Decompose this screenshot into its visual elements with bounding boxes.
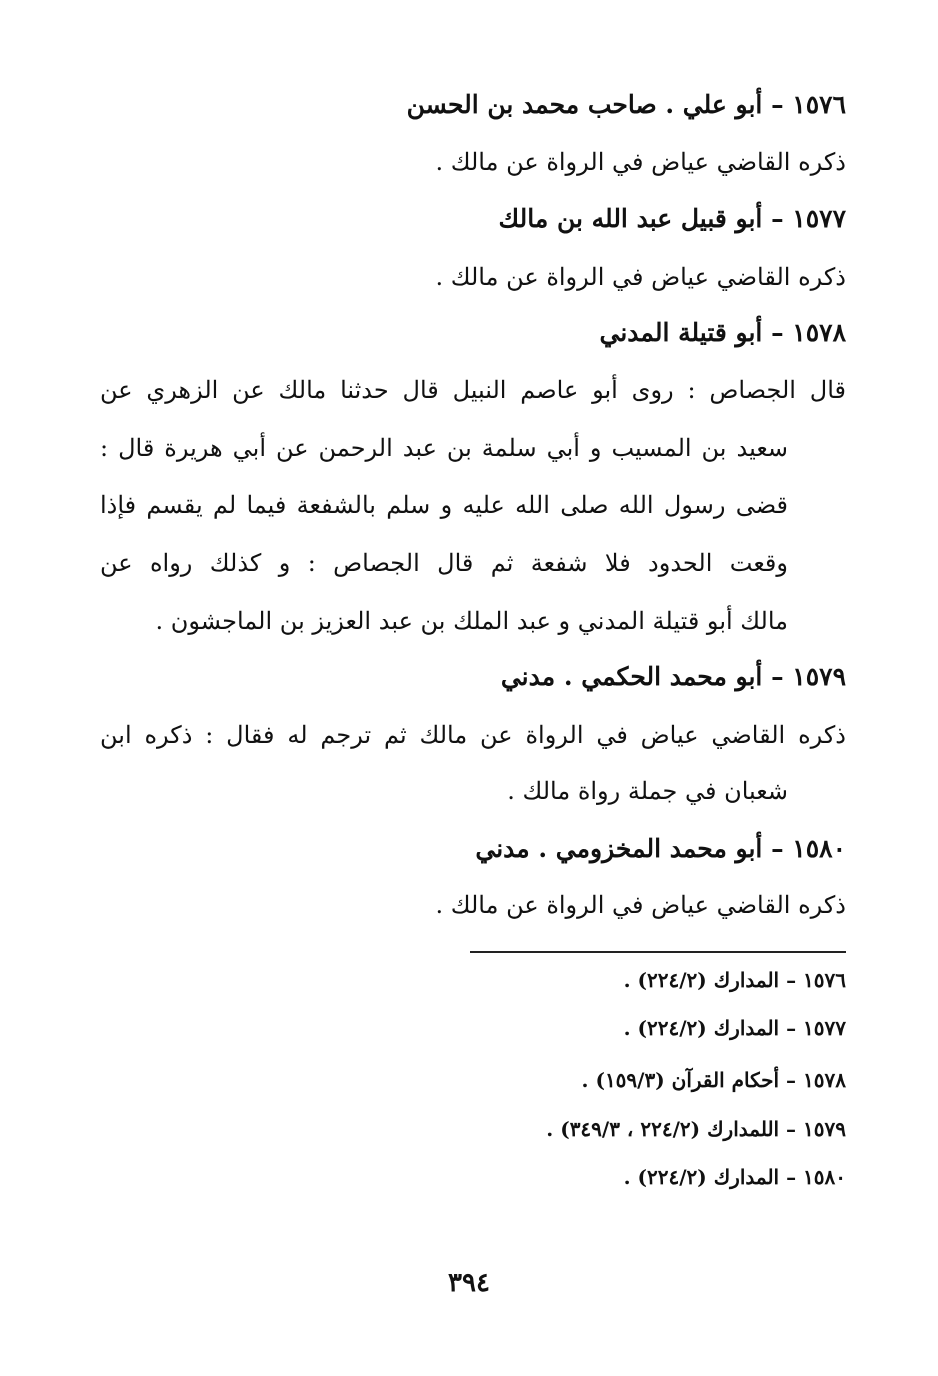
footnote-1576: ١٥٧٦ – المدارك (٢٢٤/٢) .: [623, 968, 846, 992]
footnote-1578: ١٥٧٨ – أحكام القرآن (١٥٩/٣) .: [581, 1068, 846, 1092]
entry-heading-1576: ١٥٧٦ – أبو علي . صاحب محمد بن الحسن: [406, 90, 846, 119]
footnote-1579: ١٥٧٩ – اللمدارك (٢٢٤/٢ ، ٣٤٩/٣) .: [546, 1117, 846, 1141]
entry-text-1579-line-1: ذكره القاضي عياض في الرواة عن مالك ثم ترجم له فقال : ذكره ابن: [100, 721, 846, 749]
entry-text-1577: ذكره القاضي عياض في الرواة عن مالك .: [435, 263, 846, 291]
entry-text-1576: ذكره القاضي عياض في الرواة عن مالك .: [435, 148, 846, 176]
footnote-separator: [470, 951, 846, 953]
entry-heading-1579: ١٥٧٩ – أبو محمد الحكمي . مدني: [500, 662, 846, 691]
entry-heading-1577: ١٥٧٧ – أبو قبيل عبد الله بن مالك: [498, 204, 846, 233]
entry-text-1578-line-3: قضى رسول الله صلى الله عليه و سلم بالشفعة فيما لم يقسم فإذا: [100, 491, 788, 519]
entry-text-1580: ذكره القاضي عياض في الرواة عن مالك .: [435, 891, 846, 919]
entry-heading-1578: ١٥٧٨ – أبو قتيلة المدني: [599, 318, 846, 347]
entry-text-1578-line-1: قال الجصاص : روى أبو عاصم النبيل قال حدثنا مالك عن الزهري عن: [100, 376, 846, 404]
footnote-1577: ١٥٧٧ – المدارك (٢٢٤/٢) .: [623, 1016, 846, 1040]
page-number: ٣٩٤: [448, 1268, 490, 1298]
entry-text-1579-line-2: شعبان في جملة رواة مالك .: [507, 777, 788, 805]
entry-text-1578-line-2: سعيد بن المسيب و أبي سلمة بن عبد الرحمن عن أبي هريرة قال :: [100, 434, 789, 462]
entry-text-1578-line-4: وقعت الحدود فلا شفعة ثم قال الجصاص : و كذلك رواه عن: [100, 549, 788, 577]
entry-text-1578-line-5: مالك أبو قتيلة المدني و عبد الملك بن عبد العزيز بن الماجشون .: [155, 607, 788, 635]
entry-heading-1580: ١٥٨٠ – أبو محمد المخزومي . مدني: [475, 834, 846, 863]
footnote-1580: ١٥٨٠ – المدارك (٢٢٤/٢) .: [623, 1165, 846, 1189]
